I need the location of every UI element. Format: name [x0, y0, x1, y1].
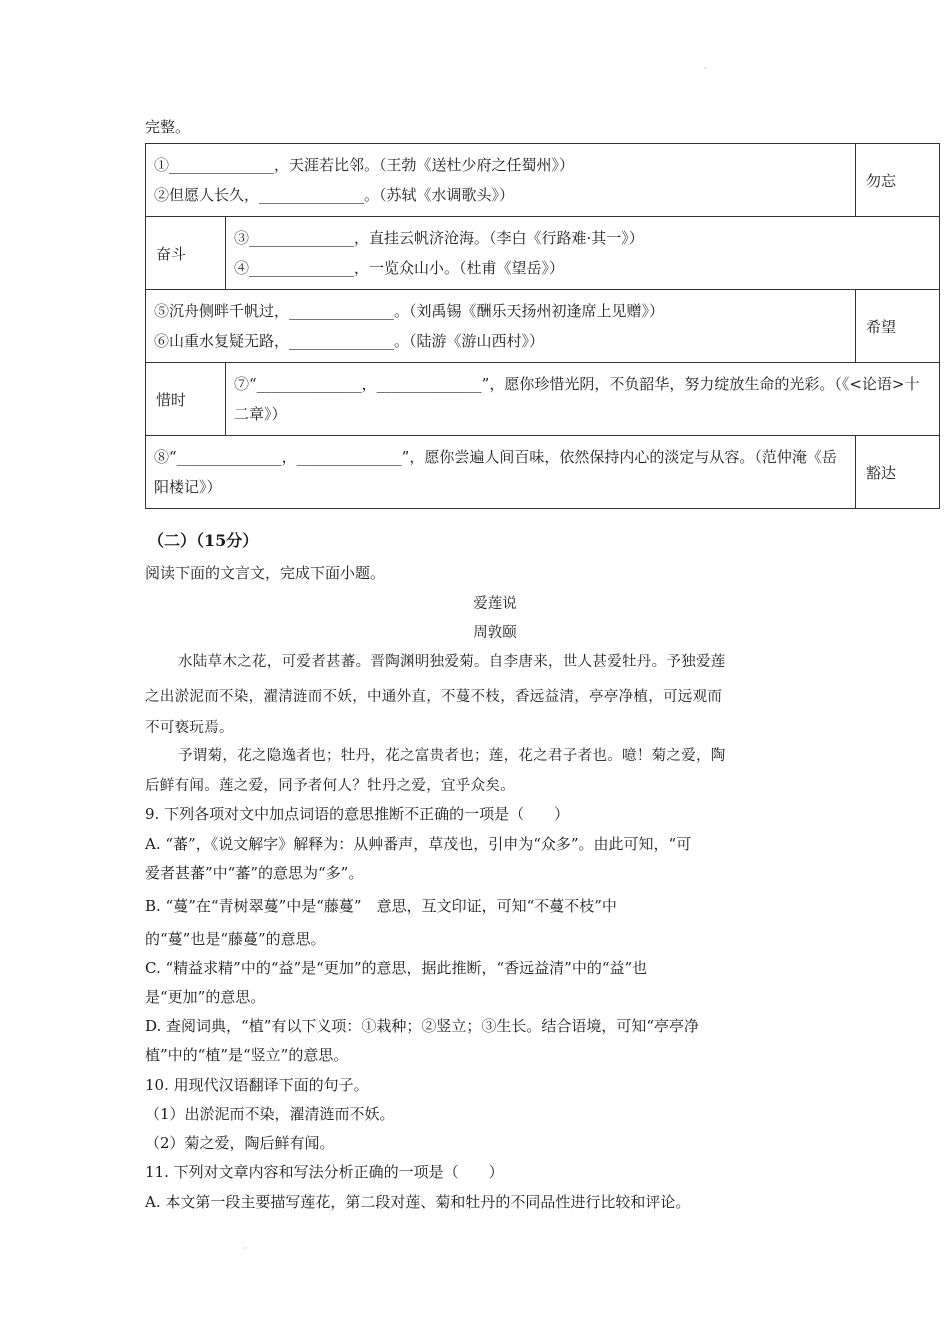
table-cell [146, 290, 856, 363]
question-9: 9. 下列各项对文中加点词语的意思推断不正确的一项是（ ） [145, 805, 570, 823]
option-a: A. 本文第一段主要描写莲花，第二段对莲、菊和牡丹的不同品性进行比较和评论。 [145, 1193, 691, 1211]
passage-line: 后鲜有闻。莲之爱，同予者何人？牡丹之爱，宜乎众矣。 [145, 778, 515, 794]
option-a-cont: 爱者甚蕃”中“蕃”的意思为“多”。 [145, 864, 364, 882]
blank-line-4: ④______________，一览众山小。（杜甫《望岳》） [234, 259, 565, 277]
table-row [146, 436, 940, 509]
passage-line: 予谓菊，花之隐逸者也；牡丹，花之富贵者也；莲，花之君子者也。噫！菊之爱，陶 [178, 748, 726, 764]
blank-line-2: ②但愿人长久，______________。（苏轼《水调歌头》） [154, 186, 515, 204]
option-b-cont: 的“蔓”也是“藤蔓”的意思。 [145, 930, 326, 948]
blank-line-5: ⑤沉舟侧畔千帆过，______________。（刘禹锡《酬乐天扬州初逢席上见赠》） [154, 302, 665, 320]
page-dot-top: · [704, 64, 707, 73]
theme-tag: 希望 [856, 290, 940, 363]
passage-author: 周敦颐 [473, 625, 517, 641]
blank-line-3: ③______________，直挂云帆济沧海。（李白《行路难·其一》） [234, 229, 644, 247]
table-cell [146, 144, 856, 217]
page-dot-bottom: · [244, 1244, 247, 1253]
option-a: A. “蕃”，《说文解字》解释为：从艸番声，草茂也，引申为“众多”。由此可知，“可 [145, 835, 692, 853]
sentence-2: （2）菊之爱，陶后鲜有闻。 [145, 1134, 335, 1152]
table-row [146, 363, 940, 436]
option-d-cont: 植”中的“植”是“竖立”的意思。 [145, 1046, 349, 1064]
theme-tag: 奋斗 [146, 217, 226, 290]
passage-title: 爱莲说 [473, 596, 517, 612]
question-11: 11. 下列对文章内容和写法分析正确的一项是（ ） [145, 1163, 504, 1181]
passage-line: 之出淤泥而不染，濯清涟而不妖，中通外直，不蔓不枝，香远益清，亭亭净植，可远观而 [145, 689, 723, 705]
table-row [146, 144, 940, 217]
option-c: C. “精益求精”中的“益”是“更加”的意思，据此推断，“香远益清”中的“益”也 [145, 959, 648, 977]
intro-text: 完整。 [145, 118, 191, 136]
blank-line-1: ①______________，天涯若比邻。（王勃《送杜少府之任蜀州》） [154, 156, 575, 174]
table-row [146, 217, 940, 290]
section-heading: （二）（15分） [148, 531, 259, 550]
passage-line: 水陆草木之花，可爱者甚蕃。晋陶渊明独爱菊。自李唐来，世人甚爱牡丹。予独爱莲 [178, 654, 726, 670]
poem-fill-table [145, 143, 940, 509]
table-row [146, 290, 940, 363]
blank-line-8: ⑧“______________，______________”，愿你尝遍人间百味，依然保持内心的淡定与从容。（范仲淹《岳阳楼记》） [146, 436, 856, 509]
option-b: B. “蔓”在“青树翠蔓”中是“藤蔓” 意思，互文印证，可知“不蔓不枝”中 [145, 897, 617, 915]
theme-tag: 惜时 [146, 363, 226, 436]
theme-tag: 豁达 [856, 436, 940, 509]
option-c-cont: 是“更加”的意思。 [145, 988, 266, 1006]
option-d: D. 查阅词典，“植”有以下义项：①栽种；②竖立；③生长。结合语境，可知“亭亭净 [145, 1017, 700, 1035]
question-10: 10. 用现代汉语翻译下面的句子。 [145, 1076, 369, 1094]
instruction-text: 阅读下面的文言文，完成下面小题。 [145, 564, 386, 582]
sentence-1: （1）出淤泥而不染，濯清涟而不妖。 [145, 1105, 395, 1123]
blank-line-7: ⑦“______________，______________”，愿你珍惜光阴，不负韶华，努力绽放生命的光彩。（《<论语>十二章》） [226, 363, 940, 436]
theme-tag: 勿忘 [856, 144, 940, 217]
passage-line: 不可亵玩焉。 [145, 720, 234, 736]
blank-line-6: ⑥山重水复疑无路，______________。（陆游《游山西村》） [154, 332, 545, 350]
table-cell [226, 217, 940, 290]
